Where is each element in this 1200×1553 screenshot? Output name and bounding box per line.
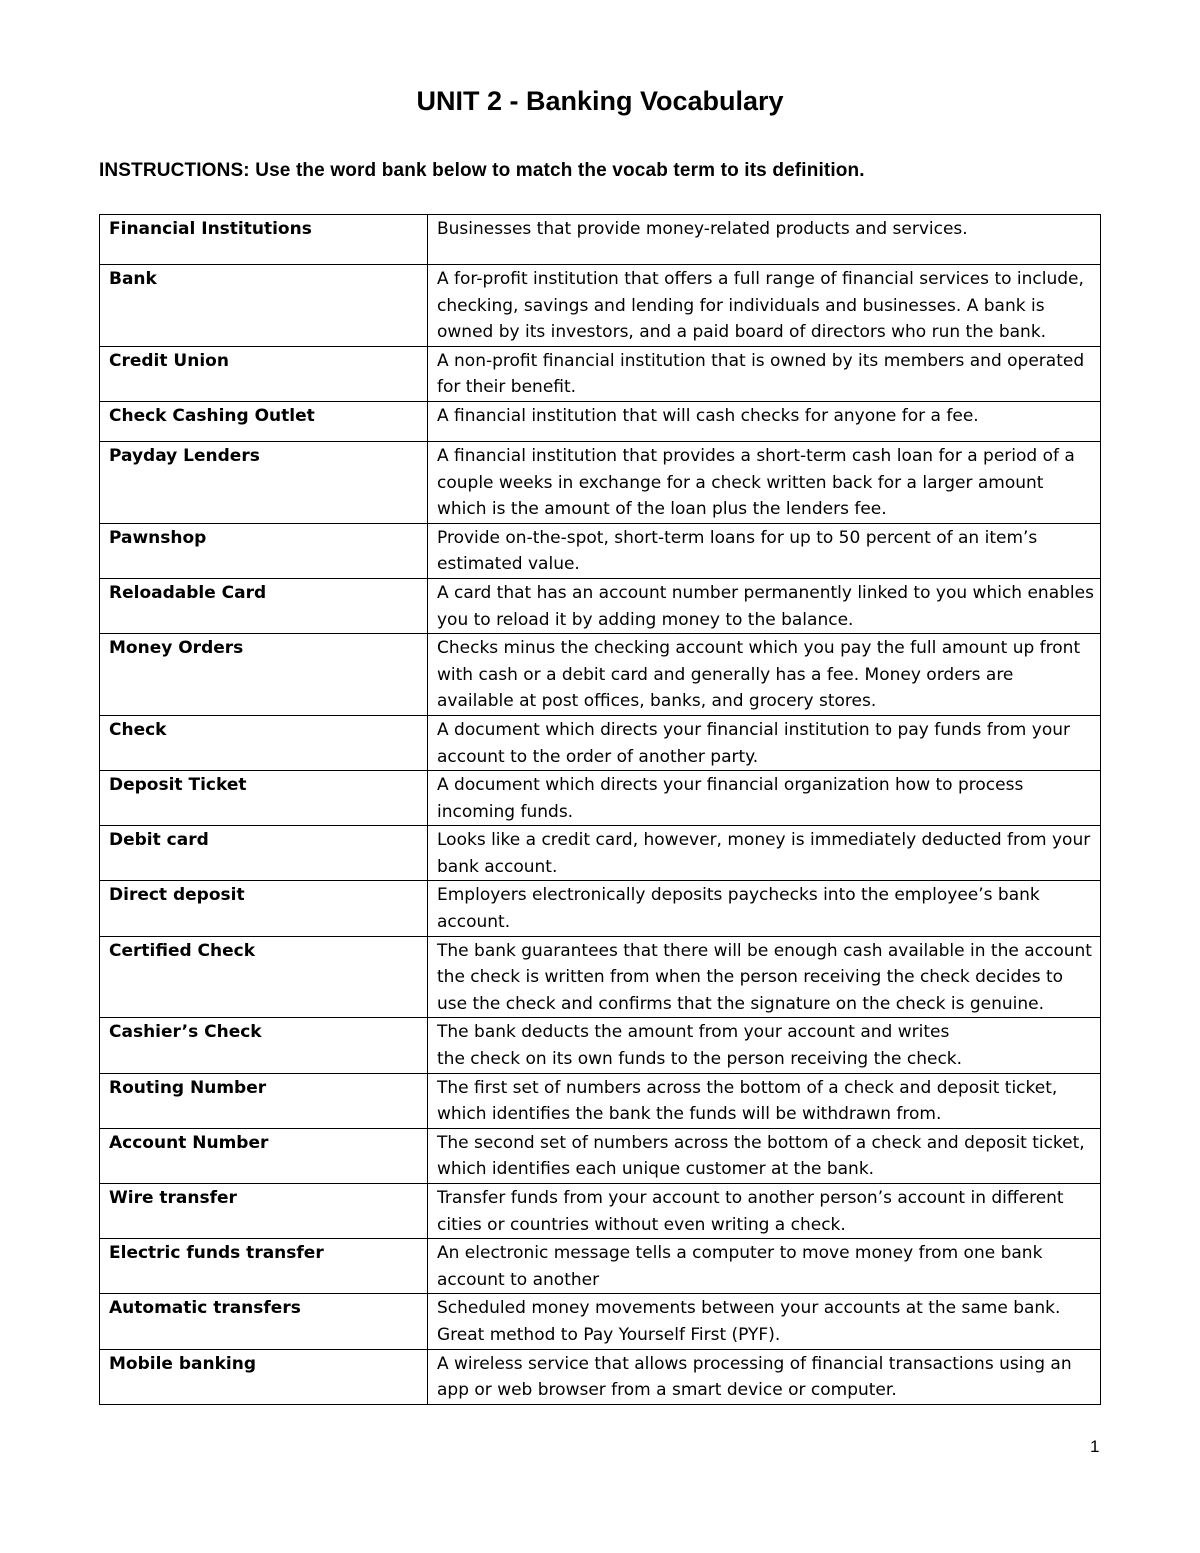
vocab-definition: The bank deducts the amount from your account and writes the check on its own funds to the person receiving the check.: [428, 1018, 1101, 1073]
vocab-term: Deposit Ticket: [100, 771, 428, 826]
table-row: [100, 1073, 1101, 1128]
table-row: [100, 881, 1101, 936]
vocab-term: Money Orders: [100, 634, 428, 716]
vocab-definition: Checks minus the checking account which you pay the full amount up front with cash or a debit card and generally has a fee. Money orders are available at post offices, banks, and grocery stores.: [428, 634, 1101, 716]
vocab-definition: Looks like a credit card, however, money is immediately deducted from your bank account.: [428, 826, 1101, 881]
vocab-term: Mobile banking: [100, 1349, 428, 1404]
vocab-definition: A wireless service that allows processing of financial transactions using an app or web browser from a smart device or computer.: [428, 1349, 1101, 1404]
table-row: [100, 1128, 1101, 1183]
table-row: [100, 441, 1101, 523]
vocab-definition: Employers electronically deposits paychecks into the employee’s bank account.: [428, 881, 1101, 936]
vocab-definition: A card that has an account number permanently linked to you which enables you to reload it by adding money to the balance.: [428, 578, 1101, 633]
table-row: [100, 1184, 1101, 1239]
table-row: [100, 215, 1101, 265]
vocab-term: Direct deposit: [100, 881, 428, 936]
vocab-definition: The second set of numbers across the bottom of a check and deposit ticket, which identifies each unique customer at the bank.: [428, 1128, 1101, 1183]
table-row: [100, 1294, 1101, 1349]
vocab-term: Check Cashing Outlet: [100, 401, 428, 441]
table-row: [100, 634, 1101, 716]
vocab-definition: A for-profit institution that offers a full range of financial services to include, checking, savings and lending for individuals and businesses. A bank is owned by its investors, and a paid board of directors who run the bank.: [428, 265, 1101, 347]
table-row: [100, 771, 1101, 826]
vocab-definition: Businesses that provide money-related products and services.: [428, 215, 1101, 265]
vocab-definition: A document which directs your financial organization how to process incoming funds.: [428, 771, 1101, 826]
page-title: UNIT 2 - Banking Vocabulary: [416, 86, 784, 116]
table-row: [100, 1018, 1101, 1073]
vocab-definition: A financial institution that will cash checks for anyone for a fee.: [428, 401, 1101, 441]
table-row: [100, 936, 1101, 1018]
table-row: [100, 523, 1101, 578]
vocab-term: Automatic transfers: [100, 1294, 428, 1349]
table-row: [100, 715, 1101, 770]
vocab-term: Bank: [100, 265, 428, 347]
vocab-definition: A non-profit financial institution that is owned by its members and operated for their benefit.: [428, 346, 1101, 401]
vocab-term: Payday Lenders: [100, 441, 428, 523]
vocab-definition: An electronic message tells a computer to move money from one bank account to another: [428, 1239, 1101, 1294]
vocab-term: Pawnshop: [100, 523, 428, 578]
vocab-term: Cashier’s Check: [100, 1018, 428, 1073]
vocab-definition: A financial institution that provides a short-term cash loan for a period of a couple weeks in exchange for a check written back for a larger amount which is the amount of the loan plus the lenders fee.: [428, 441, 1101, 523]
table-row: [100, 346, 1101, 401]
vocab-term: Routing Number: [100, 1073, 428, 1128]
vocab-definition: Transfer funds from your account to another person’s account in different cities or countries without even writing a check.: [428, 1184, 1101, 1239]
vocab-term: Credit Union: [100, 346, 428, 401]
vocabulary-table: [99, 214, 1101, 1405]
vocab-term: Electric funds transfer: [100, 1239, 428, 1294]
vocab-definition: Provide on-the-spot, short-term loans for up to 50 percent of an item’s estimated value.: [428, 523, 1101, 578]
page-number: 1: [1090, 1437, 1100, 1456]
table-row: [100, 826, 1101, 881]
vocab-term: Certified Check: [100, 936, 428, 1018]
table-row: [100, 401, 1101, 441]
vocab-term: Account Number: [100, 1128, 428, 1183]
vocab-definition: Scheduled money movements between your accounts at the same bank. Great method to Pay Yourself First (PYF).: [428, 1294, 1101, 1349]
vocab-definition: The first set of numbers across the bottom of a check and deposit ticket, which identifies the bank the funds will be withdrawn from.: [428, 1073, 1101, 1128]
vocab-term: Financial Institutions: [100, 215, 428, 265]
vocab-term: Debit card: [100, 826, 428, 881]
table-row: [100, 265, 1101, 347]
vocab-term: Wire transfer: [100, 1184, 428, 1239]
vocab-definition: A document which directs your financial institution to pay funds from your account to the order of another party.: [428, 715, 1101, 770]
vocab-definition: The bank guarantees that there will be enough cash available in the account the check is written from when the person receiving the check decides to use the check and confirms that the signature on the check is genuine.: [428, 936, 1101, 1018]
instructions-text: INSTRUCTIONS: Use the word bank below to match the vocab term to its definition.: [99, 160, 865, 181]
table-row: [100, 1349, 1101, 1404]
table-row: [100, 578, 1101, 633]
table-row: [100, 1239, 1101, 1294]
vocab-term: Reloadable Card: [100, 578, 428, 633]
vocab-term: Check: [100, 715, 428, 770]
